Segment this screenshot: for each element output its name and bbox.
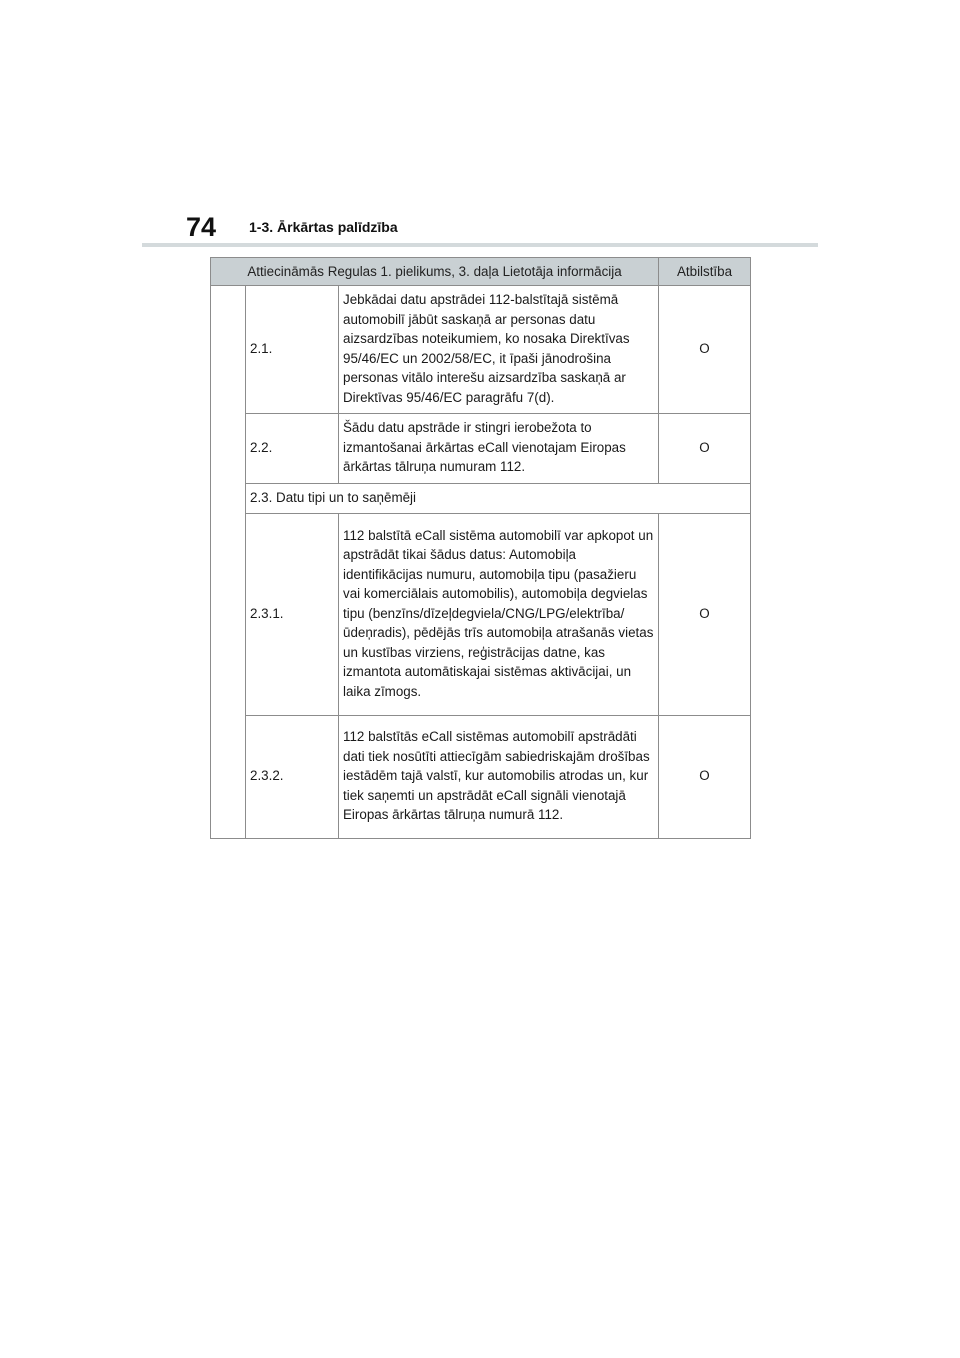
row-number: 2.3.2. [246, 716, 339, 839]
row-number: 2.3.1. [246, 514, 339, 716]
column-header-info: Attiecināmās Regulas 1. pielikums, 3. daļa Lietotāja informācija [211, 258, 659, 286]
row-text: 112 balstītās eCall sistēmas automobilī apstrādāti dati tiek nosūtīti attiecīgām sabiedriskajām drošības iestādēm tajā valstī, kur automobilis atrodas un, kur tiek saņemti un apstrādāt eCall signāli vienotajā Eiropas ārkārtas tālruņa numurā 112. [339, 716, 659, 839]
row-number: 2.1. [246, 286, 339, 414]
table-subheading-row [211, 483, 751, 514]
indent-column [211, 286, 246, 839]
page-number: 74 [186, 212, 217, 242]
row-compliance: O [659, 716, 751, 839]
row-compliance: O [659, 414, 751, 484]
row-text: Jebkādai datu apstrādei 112-balstītajā sistēmā automobilī jābūt saskaņā ar personas datu aizsardzības noteikumiem, ko nosaka Direktīvas 95/46/EC un 2002/58/EC, it īpaši jānodrošina personas vitālo interešu aizsardzība saskaņā ar Direktīvas 95/46/EC paragrāfu 7(d). [339, 286, 659, 414]
table-header-row [211, 258, 751, 286]
table-row [211, 286, 751, 414]
table-row [211, 716, 751, 839]
row-text: Šādu datu apstrāde ir stingri ierobežota to izmantošanai ārkārtas eCall vienotajam Eiropas ārkārtas tālruņa numuram 112. [339, 414, 659, 484]
subheading-cell: 2.3. Datu tipi un to saņēmēji [246, 483, 751, 514]
row-compliance: O [659, 514, 751, 716]
table-row [211, 414, 751, 484]
table-row [211, 514, 751, 716]
row-compliance: O [659, 286, 751, 414]
section-title: 1-3. Ārkārtas palīdzība [249, 219, 398, 235]
header-rule [142, 243, 818, 247]
user-information-table [210, 257, 751, 839]
row-text: 112 balstītā eCall sistēma automobilī var apkopot un apstrādāt tikai šādus datus: Automobiļa identifikācijas numuru, automobiļa tipu (pasažieru vai komerciālais automobilis), automobiļa degvielas tipu (benzīns/dīzeļdegviela/CNG/LPG/elektrība/ūdeņradis), pēdējās trīs automobiļa atrašanās vietas un kustības virziens, reģistrācijas datne, kas izmantota automātiskajai sistēmas aktivācijai, un laika zīmogs. [339, 514, 659, 716]
column-header-compliance: Atbilstība [659, 258, 751, 286]
row-number: 2.2. [246, 414, 339, 484]
